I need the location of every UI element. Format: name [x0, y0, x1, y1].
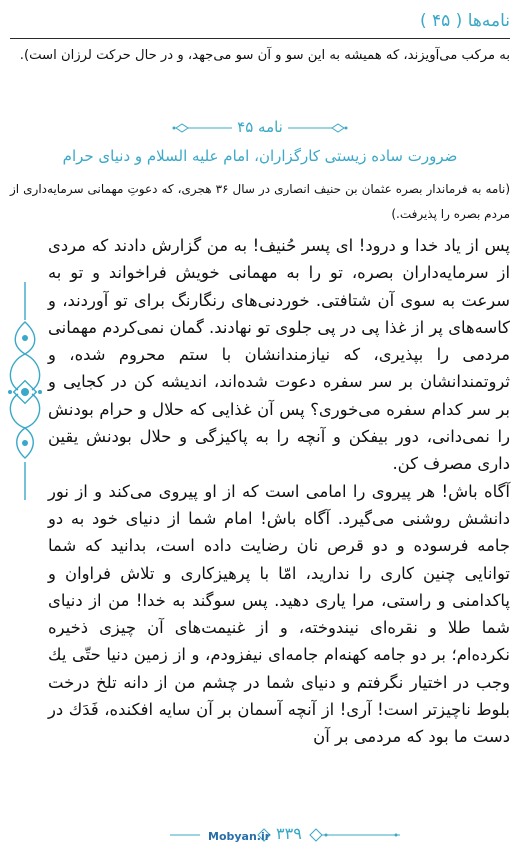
title-ornament-left-icon [172, 122, 232, 134]
letter-context: (نامه به فرماندار بصره عثمان بن حنیف انصاری در سال ۳۶ هجری، که دعوتِ مهمانی سرمایه‌داری از مردم بصره را پذیرفت.) [10, 182, 510, 221]
letter-title-row [10, 118, 510, 142]
header-title: نامه‌ها ( ۴۵ ) [419, 11, 510, 31]
letter-body [48, 232, 510, 751]
header-divider [10, 38, 510, 39]
page-number: ۳۳۹ [276, 824, 302, 843]
margin-ornament-icon [4, 282, 46, 500]
letter-subtitle: ضرورت ساده زیستی کارگزاران، امام علیه السلام و دنیای حرام [62, 147, 458, 165]
letter-title: نامه ۴۵ [237, 118, 283, 136]
page-header [36, 8, 510, 34]
body-paragraph-1: پس از یاد خدا و درود! ای پسر حُنیف! به من گزارش دادند که مردی از سرمایه‌داران بصره، تو را به مهمانی خویش فراخواند و تو به سرعت به سوی آن شتافتی. خوردنی‌های رنگارنگ برای تو آوردند، و کاسه‌های پر از غذا پی در پی جلوی تو نهادند. گمان نمی‌کردم مهمانی مردمی را بپذیری، که نیازمندانشان با ستم محروم شده، و ثروتمندانشان بر سر سفره دعوت شده‌اند، اندیشه کن در کجایی و بر سر کدام سفره می‌خوری؟ پس آن غذایی که حلال و حرام بودنش را نمی‌دانی، دور بیفکن و آنچه را به پاکیزگی و حلال بودنش یقین داری مصرف کن. [48, 236, 510, 474]
title-ornament-right-icon [288, 122, 348, 134]
body-paragraph-2: آگاه باش! هر پیروی را امامی است که از او پیروی می‌کند و از نور دانشش روشنی می‌گیرد. آگاه باش! امام شما از دنیای خود به دو جامه فرسوده و دو قرص نان رضایت داده است، بدانید که شما توانایی چنین کاری را ندارید، امّا با پرهیزکاری و تلاش فراوان و پاکدامنی و راستی، مرا یاری دهید. پس سوگند به خدا! من از دنیای شما طلا و نقره‌ای نیندوخته، و از غنیمت‌های آن چیزی ذخیره نکرده‌ام؛ بر دو جامه کهنه‌ام جامه‌ای نیفزودم، و از زمین دنیا حتّی یك وجب در اختیار نگرفتم و دنیای شما در چشم من از دانه تلخ درخت بلوط ناچیزتر است! آری! از آنچه آسمان بر آن سایه افکنده، فَدَك در دست ما بود که مردمی بر آن [48, 481, 510, 747]
intro-paragraph: به مرکب می‌آویزند، که همیشه به این سو و آن سو می‌جهد، و در حال حرکت لرزان است). [19, 48, 510, 63]
site-watermark: Mobyan.ir [208, 830, 271, 843]
